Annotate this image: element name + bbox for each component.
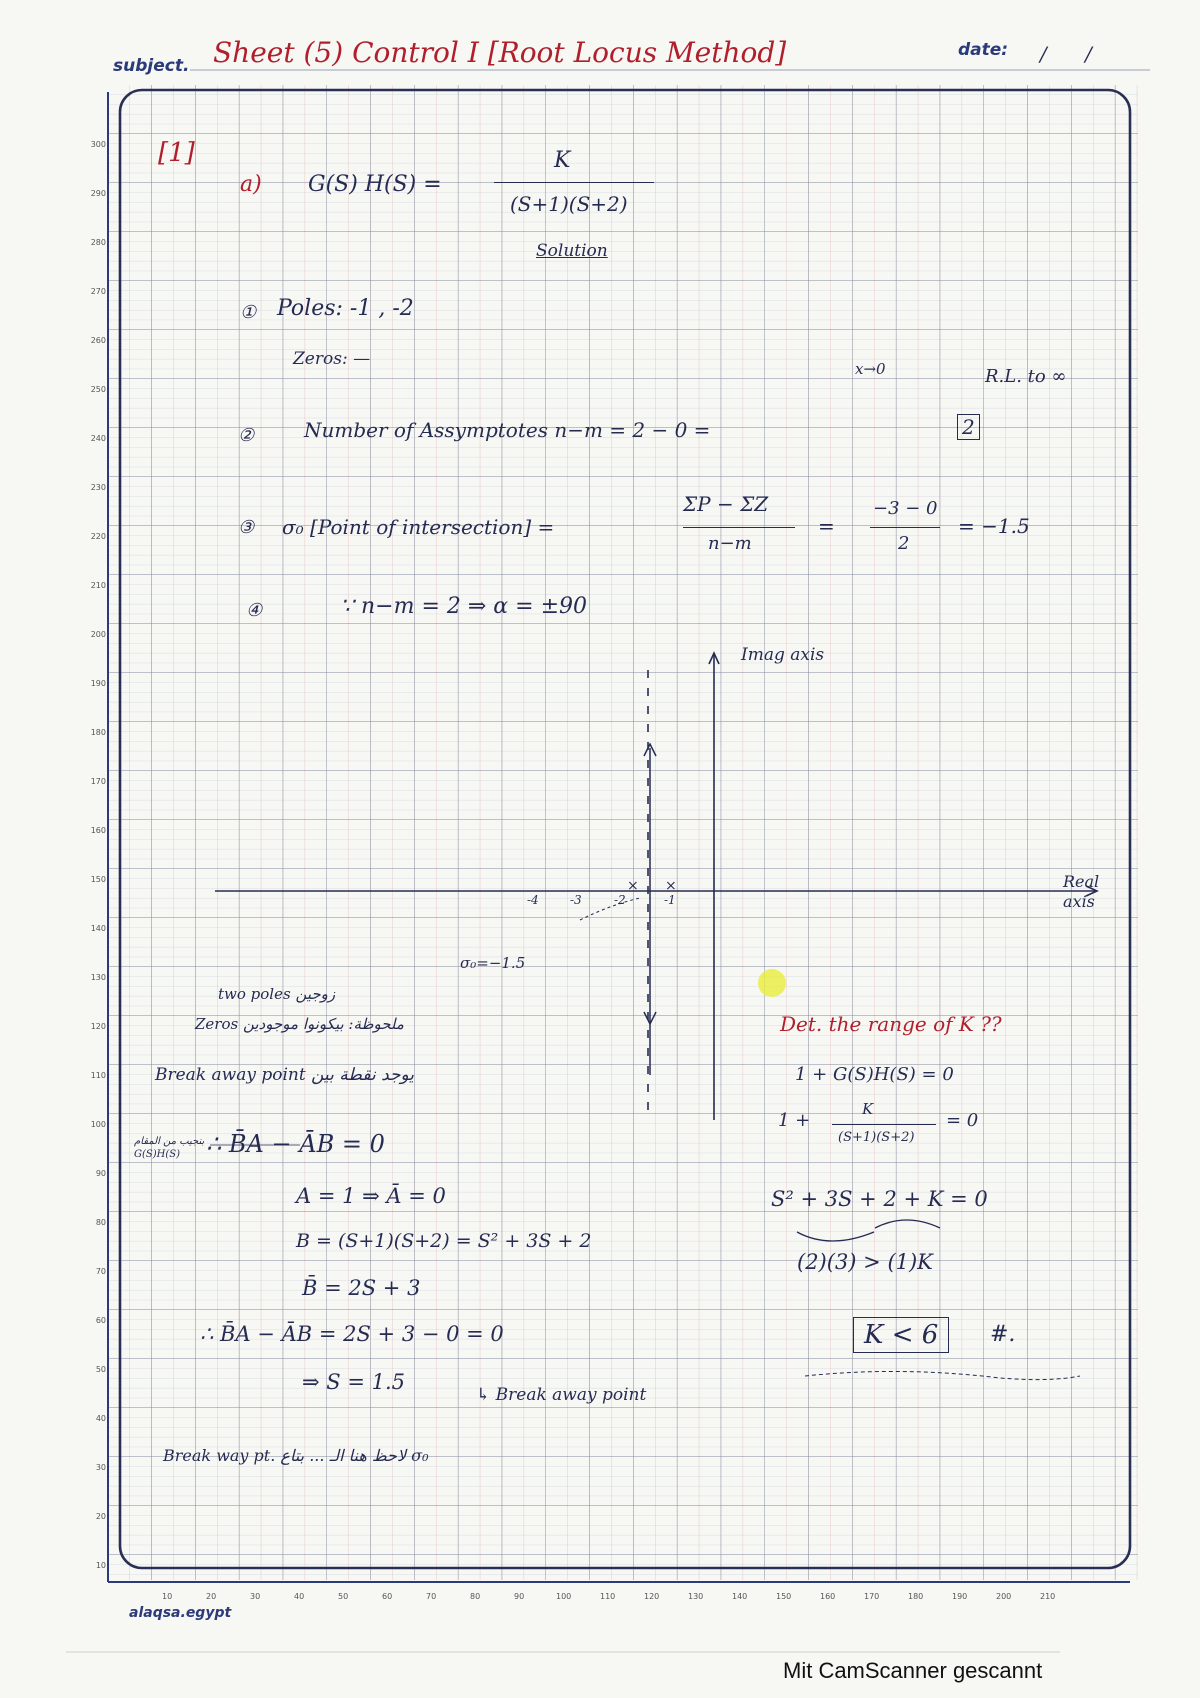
ruler-tick: 220 bbox=[90, 532, 106, 541]
transfer-function-numerator: K bbox=[554, 148, 571, 173]
centroid-denominator: n−m bbox=[708, 533, 752, 554]
step-3-number: ③ bbox=[238, 517, 255, 538]
ruler-tick: 130 bbox=[688, 1592, 704, 1601]
breakaway-point-label: ↳ Break away point bbox=[476, 1385, 647, 1405]
bottom-note: Break way pt. لاحظ هنا الـ ... بتاع σ₀ bbox=[163, 1446, 429, 1465]
ruler-tick: 180 bbox=[908, 1592, 924, 1601]
ruler-tick: 30 bbox=[250, 1592, 261, 1601]
poles-line: Poles: -1 , -2 bbox=[277, 296, 414, 321]
asymptotes-value: 2 bbox=[957, 414, 980, 440]
ruler-tick: 200 bbox=[996, 1592, 1012, 1601]
tick-minus-2: -2 bbox=[614, 893, 626, 907]
ruler-tick: 230 bbox=[90, 483, 106, 492]
rl-to-infinity-note: R.L. to ∞ bbox=[985, 366, 1067, 387]
step-4-number: ④ bbox=[246, 600, 263, 621]
ruler-tick: 260 bbox=[90, 336, 106, 345]
ruler-tick: 90 bbox=[514, 1592, 525, 1601]
end-mark: #. bbox=[990, 1322, 1016, 1347]
problem-number: [1] bbox=[158, 138, 195, 168]
ruler-tick: 300 bbox=[90, 140, 106, 149]
ruler-tick: 120 bbox=[644, 1592, 660, 1601]
transfer-function-lhs: G(S) H(S) = bbox=[308, 172, 442, 197]
zeros-note: Zeros ملحوظة: بيكونوا موجودين bbox=[195, 1015, 404, 1033]
centroid-line: σ₀ [Point of intersection] = bbox=[282, 515, 555, 539]
a-equation: A = 1 ⇒ Ā = 0 bbox=[296, 1184, 446, 1208]
centroid-equals: = bbox=[818, 514, 835, 538]
ruler-tick: 240 bbox=[90, 434, 106, 443]
ruler-tick: 40 bbox=[294, 1592, 305, 1601]
subject-label: subject. bbox=[113, 56, 190, 76]
ruler-tick: 140 bbox=[90, 924, 106, 933]
pole-marker: × bbox=[665, 878, 677, 894]
asymptotes-line: Number of Assymptotes n−m = 2 − 0 = bbox=[304, 418, 711, 442]
centroid-numerator: ΣP − ΣZ bbox=[683, 492, 769, 516]
ruler-tick: 280 bbox=[90, 238, 106, 247]
characteristic-polynomial: S² + 3S + 2 + K = 0 bbox=[771, 1187, 988, 1211]
ruler-tick: 250 bbox=[90, 385, 106, 394]
k-range-heading: Det. the range of K ?? bbox=[780, 1012, 1002, 1036]
ruler-tick: 110 bbox=[600, 1592, 616, 1601]
fraction-bar bbox=[494, 182, 654, 183]
side-note: بنجيب من المقام G(S)H(S) bbox=[134, 1136, 205, 1160]
characteristic-equation-2-lhs: 1 + bbox=[778, 1110, 811, 1131]
derivative-equation: ∴ B̄A − ĀB = 0 bbox=[206, 1130, 385, 1158]
ruler-tick: 150 bbox=[90, 875, 106, 884]
ruler-tick: 70 bbox=[95, 1267, 106, 1276]
ruler-tick: 20 bbox=[206, 1592, 217, 1601]
ruler-tick: 120 bbox=[90, 1022, 106, 1031]
step-1-number: ① bbox=[240, 302, 257, 323]
pole-marker: × bbox=[627, 878, 639, 894]
tick-minus-1: -1 bbox=[664, 893, 676, 907]
ruler-tick: 270 bbox=[90, 287, 106, 296]
ruler-tick: 150 bbox=[776, 1592, 792, 1601]
ruler-tick: 210 bbox=[90, 581, 106, 590]
tick-minus-3: -3 bbox=[570, 893, 582, 907]
centroid-numerator-value: −3 − 0 bbox=[873, 498, 938, 519]
ruler-tick: 10 bbox=[162, 1592, 173, 1601]
characteristic-equation-2-den: (S+1)(S+2) bbox=[838, 1130, 915, 1145]
b-equation: B = (S+1)(S+2) = S² + 3S + 2 bbox=[296, 1230, 592, 1252]
ruler-tick: 60 bbox=[382, 1592, 393, 1601]
tick-minus-4: -4 bbox=[527, 893, 539, 907]
s-result: ⇒ S = 1.5 bbox=[302, 1370, 406, 1394]
b-derivative-equation: B̄ = 2S + 3 bbox=[302, 1276, 421, 1300]
ruler-tick: 130 bbox=[90, 973, 106, 982]
ruler-tick: 20 bbox=[95, 1512, 106, 1521]
ruler-tick: 70 bbox=[426, 1592, 437, 1601]
centroid-marker-label: σ₀=−1.5 bbox=[460, 954, 526, 972]
k-range-result: K < 6 bbox=[853, 1317, 949, 1353]
ruler-tick: 50 bbox=[95, 1365, 106, 1374]
ruler-tick: 170 bbox=[90, 777, 106, 786]
ruler-tick: 210 bbox=[1040, 1592, 1056, 1601]
ruler-tick: 10 bbox=[95, 1561, 106, 1570]
ruler-tick: 160 bbox=[90, 826, 106, 835]
ruler-tick: 200 bbox=[90, 630, 106, 639]
ruler-tick: 80 bbox=[95, 1218, 106, 1227]
characteristic-equation-1: 1 + G(S)H(S) = 0 bbox=[795, 1064, 954, 1085]
ruler-tick: 90 bbox=[95, 1169, 106, 1178]
ruler-tick: 50 bbox=[338, 1592, 349, 1601]
ruler-tick: 100 bbox=[90, 1120, 106, 1129]
ruler-tick: 80 bbox=[470, 1592, 481, 1601]
ruler-tick: 110 bbox=[90, 1071, 106, 1080]
fraction-bar bbox=[683, 527, 795, 528]
characteristic-equation-2-rhs: = 0 bbox=[946, 1110, 979, 1131]
ruler-tick: 40 bbox=[95, 1414, 106, 1423]
scanner-watermark: Mit CamScanner gescannt bbox=[783, 1658, 1043, 1683]
ruler-tick: 170 bbox=[864, 1592, 880, 1601]
date-label: date: bbox=[958, 40, 1009, 60]
routh-condition: (2)(3) > (1)K bbox=[797, 1250, 933, 1274]
zeros-line: Zeros: — bbox=[293, 349, 371, 369]
centroid-denominator-value: 2 bbox=[898, 533, 910, 554]
two-poles-note: two poles زوجين bbox=[218, 985, 336, 1003]
sheet-title: Sheet (5) Control I [Root Locus Method] bbox=[213, 36, 787, 69]
substitution-equation: ∴ B̄A − ĀB = 2S + 3 − 0 = 0 bbox=[200, 1322, 504, 1346]
characteristic-equation-2-num: K bbox=[862, 1100, 874, 1118]
centroid-result: = −1.5 bbox=[958, 514, 1030, 538]
ruler-tick: 190 bbox=[952, 1592, 968, 1601]
x-to-zero-note: x→0 bbox=[855, 360, 886, 378]
brand-logo: alaqsa.egypt bbox=[129, 1605, 232, 1621]
ruler-tick: 290 bbox=[90, 189, 106, 198]
ruler-tick: 140 bbox=[732, 1592, 748, 1601]
ruler-tick: 190 bbox=[90, 679, 106, 688]
ruler-tick: 180 bbox=[90, 728, 106, 737]
ruler-tick: 60 bbox=[95, 1316, 106, 1325]
transfer-function-denominator: (S+1)(S+2) bbox=[510, 192, 628, 216]
step-2-number: ② bbox=[238, 425, 255, 446]
solution-heading: Solution bbox=[536, 241, 608, 261]
ruler-tick: 100 bbox=[556, 1592, 572, 1601]
ruler-tick: 160 bbox=[820, 1592, 836, 1601]
imag-axis-label: Imag axis bbox=[741, 645, 825, 665]
part-label: a) bbox=[240, 172, 262, 197]
fraction-bar bbox=[832, 1124, 936, 1125]
ruler-tick: 30 bbox=[95, 1463, 106, 1472]
breakaway-note: Break away point يوجد نقطة بين bbox=[155, 1065, 415, 1085]
angle-line: ∵ n−m = 2 ⇒ α = ±90 bbox=[340, 594, 587, 619]
fraction-bar bbox=[870, 527, 940, 528]
real-axis-label: Real axis bbox=[1063, 872, 1100, 911]
date-value: / / bbox=[1040, 42, 1108, 66]
